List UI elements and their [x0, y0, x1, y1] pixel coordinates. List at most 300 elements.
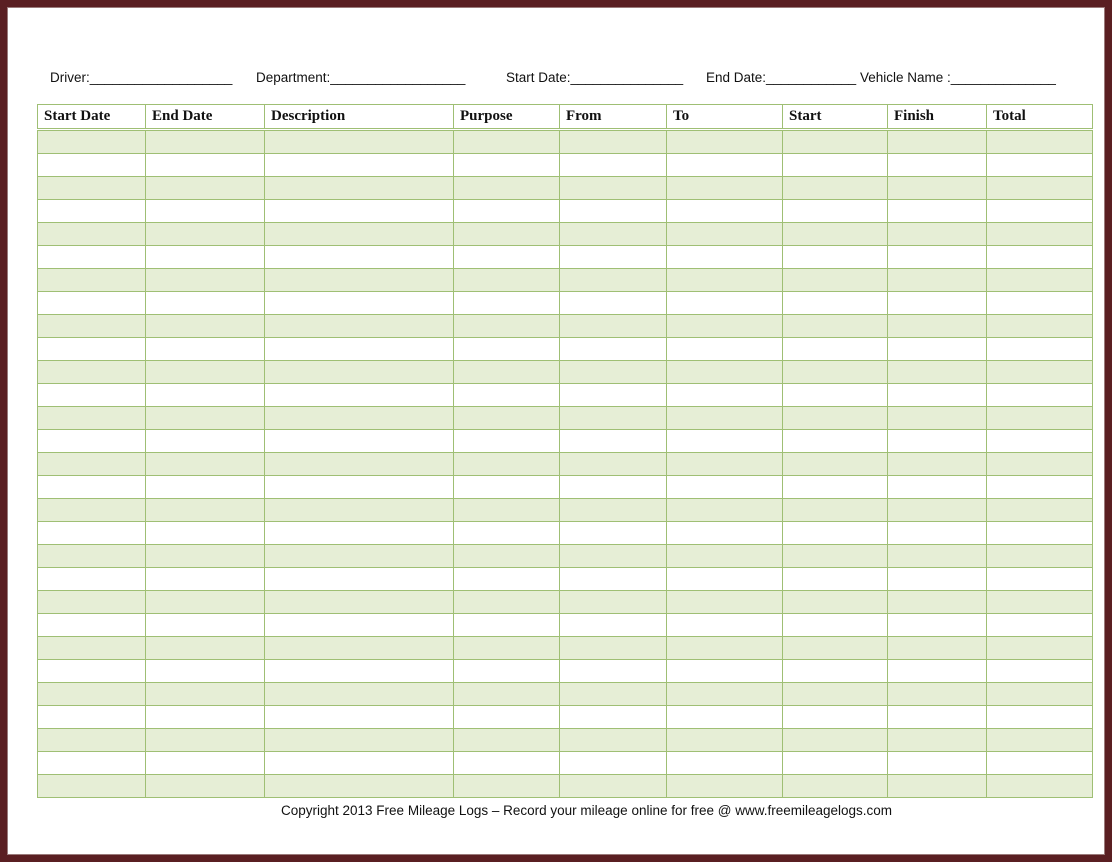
- table-cell[interactable]: [265, 775, 454, 798]
- table-cell[interactable]: [888, 130, 987, 154]
- table-cell[interactable]: [560, 223, 667, 246]
- table-cell[interactable]: [265, 637, 454, 660]
- table-cell[interactable]: [783, 545, 888, 568]
- table-cell[interactable]: [560, 637, 667, 660]
- table-cell[interactable]: [783, 476, 888, 499]
- table-cell[interactable]: [560, 614, 667, 637]
- table-cell[interactable]: [454, 522, 560, 545]
- table-cell[interactable]: [987, 545, 1093, 568]
- table-cell[interactable]: [987, 130, 1093, 154]
- table-cell[interactable]: [454, 130, 560, 154]
- table-cell[interactable]: [888, 476, 987, 499]
- table-cell[interactable]: [560, 476, 667, 499]
- table-cell[interactable]: [667, 430, 783, 453]
- table-cell[interactable]: [454, 476, 560, 499]
- table-cell[interactable]: [560, 269, 667, 292]
- table-cell[interactable]: [146, 522, 265, 545]
- table-cell[interactable]: [987, 499, 1093, 522]
- table-cell[interactable]: [783, 292, 888, 315]
- table-row: [38, 154, 1093, 177]
- table-row: [38, 361, 1093, 384]
- table-row: [38, 338, 1093, 361]
- table-cell[interactable]: [667, 338, 783, 361]
- col-header-start: Start: [783, 105, 888, 130]
- table-cell[interactable]: [265, 223, 454, 246]
- table-cell[interactable]: [146, 568, 265, 591]
- table-cell[interactable]: [987, 706, 1093, 729]
- table-cell[interactable]: [667, 476, 783, 499]
- table-cell[interactable]: [146, 430, 265, 453]
- table-cell[interactable]: [38, 522, 146, 545]
- table-cell[interactable]: [888, 522, 987, 545]
- driver-field[interactable]: Driver:___________________: [50, 70, 233, 85]
- table-cell[interactable]: [560, 430, 667, 453]
- table-cell[interactable]: [888, 154, 987, 177]
- table-cell[interactable]: [667, 453, 783, 476]
- table-cell[interactable]: [987, 407, 1093, 430]
- table-row: [38, 614, 1093, 637]
- table-cell[interactable]: [888, 384, 987, 407]
- table-cell[interactable]: [38, 499, 146, 522]
- table-cell[interactable]: [783, 338, 888, 361]
- table-cell[interactable]: [454, 775, 560, 798]
- table-cell[interactable]: [783, 177, 888, 200]
- table-cell[interactable]: [146, 453, 265, 476]
- table-cell[interactable]: [146, 361, 265, 384]
- table-cell[interactable]: [454, 683, 560, 706]
- table-cell[interactable]: [783, 591, 888, 614]
- table-cell[interactable]: [888, 430, 987, 453]
- table-cell[interactable]: [146, 246, 265, 269]
- table-cell[interactable]: [987, 338, 1093, 361]
- table-cell[interactable]: [987, 453, 1093, 476]
- table-cell[interactable]: [783, 407, 888, 430]
- table-cell[interactable]: [783, 706, 888, 729]
- table-cell[interactable]: [667, 637, 783, 660]
- table-cell[interactable]: [38, 430, 146, 453]
- table-cell[interactable]: [783, 775, 888, 798]
- table-cell[interactable]: [667, 177, 783, 200]
- table-row: [38, 269, 1093, 292]
- table-cell[interactable]: [667, 545, 783, 568]
- table-cell[interactable]: [146, 775, 265, 798]
- table-cell[interactable]: [454, 545, 560, 568]
- table-cell[interactable]: [987, 154, 1093, 177]
- table-cell[interactable]: [667, 522, 783, 545]
- table-cell[interactable]: [560, 200, 667, 223]
- table-row: [38, 683, 1093, 706]
- table-cell[interactable]: [38, 476, 146, 499]
- table-cell[interactable]: [667, 752, 783, 775]
- table-cell[interactable]: [454, 453, 560, 476]
- table-cell[interactable]: [560, 775, 667, 798]
- table-cell[interactable]: [667, 269, 783, 292]
- department-field[interactable]: Department:__________________: [256, 70, 466, 85]
- table-cell[interactable]: [667, 683, 783, 706]
- table-cell[interactable]: [560, 154, 667, 177]
- table-cell[interactable]: [146, 545, 265, 568]
- table-cell[interactable]: [146, 683, 265, 706]
- table-cell[interactable]: [146, 591, 265, 614]
- table-cell[interactable]: [265, 407, 454, 430]
- table-cell[interactable]: [987, 729, 1093, 752]
- table-cell[interactable]: [560, 453, 667, 476]
- table-cell[interactable]: [265, 177, 454, 200]
- start-date-field[interactable]: Start Date:_______________: [506, 70, 684, 85]
- table-cell[interactable]: [38, 568, 146, 591]
- end-date-field[interactable]: End Date:____________: [706, 70, 857, 85]
- table-cell[interactable]: [265, 522, 454, 545]
- table-cell[interactable]: [454, 223, 560, 246]
- table-cell[interactable]: [667, 660, 783, 683]
- table-cell[interactable]: [560, 338, 667, 361]
- table-cell[interactable]: [987, 683, 1093, 706]
- table-cell[interactable]: [987, 292, 1093, 315]
- table-cell[interactable]: [454, 499, 560, 522]
- table-cell[interactable]: [265, 591, 454, 614]
- table-cell[interactable]: [987, 614, 1093, 637]
- table-cell[interactable]: [146, 637, 265, 660]
- table-cell[interactable]: [454, 706, 560, 729]
- table-cell[interactable]: [265, 729, 454, 752]
- table-row: [38, 200, 1093, 223]
- col-header-start-date: Start Date: [38, 105, 146, 130]
- table-cell[interactable]: [888, 706, 987, 729]
- table-cell[interactable]: [667, 499, 783, 522]
- table-cell[interactable]: [38, 315, 146, 338]
- copyright-footer: Copyright 2013 Free Mileage Logs – Record your mileage online for free @ www.freemileagelogs.com: [281, 803, 893, 818]
- table-cell[interactable]: [38, 729, 146, 752]
- table-cell[interactable]: [560, 545, 667, 568]
- table-cell[interactable]: [783, 752, 888, 775]
- table-cell[interactable]: [265, 430, 454, 453]
- table-cell[interactable]: [454, 407, 560, 430]
- table-cell[interactable]: [667, 591, 783, 614]
- table-cell[interactable]: [888, 200, 987, 223]
- table-row: [38, 453, 1093, 476]
- table-row: [38, 292, 1093, 315]
- table-cell[interactable]: [667, 200, 783, 223]
- table-row: [38, 315, 1093, 338]
- table-cell[interactable]: [560, 752, 667, 775]
- table-cell[interactable]: [783, 614, 888, 637]
- table-cell[interactable]: [265, 499, 454, 522]
- table-cell[interactable]: [265, 338, 454, 361]
- table-cell[interactable]: [667, 154, 783, 177]
- table-cell[interactable]: [888, 614, 987, 637]
- table-cell[interactable]: [888, 660, 987, 683]
- table-cell[interactable]: [888, 683, 987, 706]
- table-cell[interactable]: [265, 706, 454, 729]
- table-cell[interactable]: [783, 269, 888, 292]
- table-cell[interactable]: [560, 361, 667, 384]
- table-cell[interactable]: [560, 591, 667, 614]
- table-cell[interactable]: [38, 407, 146, 430]
- table-cell[interactable]: [888, 177, 987, 200]
- table-cell[interactable]: [560, 706, 667, 729]
- vehicle-name-field[interactable]: Vehicle Name :______________: [860, 70, 1056, 85]
- table-cell[interactable]: [667, 361, 783, 384]
- table-cell[interactable]: [454, 154, 560, 177]
- table-cell[interactable]: [265, 660, 454, 683]
- table-row: [38, 637, 1093, 660]
- table-cell[interactable]: [560, 729, 667, 752]
- table-cell[interactable]: [888, 292, 987, 315]
- table-cell[interactable]: [667, 614, 783, 637]
- table-cell[interactable]: [146, 407, 265, 430]
- table-row: [38, 591, 1093, 614]
- table-cell[interactable]: [783, 361, 888, 384]
- table-cell[interactable]: [38, 614, 146, 637]
- table-row: [38, 177, 1093, 200]
- table-cell[interactable]: [38, 683, 146, 706]
- table-cell[interactable]: [987, 752, 1093, 775]
- table-cell[interactable]: [146, 223, 265, 246]
- table-cell[interactable]: [146, 154, 265, 177]
- table-cell[interactable]: [265, 545, 454, 568]
- table-cell[interactable]: [667, 568, 783, 591]
- table-cell[interactable]: [888, 752, 987, 775]
- table-cell[interactable]: [560, 522, 667, 545]
- table-cell[interactable]: [454, 729, 560, 752]
- table-cell[interactable]: [146, 384, 265, 407]
- table-cell[interactable]: [667, 223, 783, 246]
- table-cell[interactable]: [265, 752, 454, 775]
- table-body: [38, 130, 1093, 798]
- table-cell[interactable]: [265, 200, 454, 223]
- table-cell[interactable]: [265, 384, 454, 407]
- table-cell[interactable]: [783, 430, 888, 453]
- table-cell[interactable]: [888, 223, 987, 246]
- table-cell[interactable]: [454, 269, 560, 292]
- table-cell[interactable]: [783, 637, 888, 660]
- table-cell[interactable]: [987, 775, 1093, 798]
- table-cell[interactable]: [987, 361, 1093, 384]
- table-cell[interactable]: [454, 338, 560, 361]
- table-cell[interactable]: [888, 499, 987, 522]
- table-row: [38, 384, 1093, 407]
- table-cell[interactable]: [454, 177, 560, 200]
- table-row: [38, 476, 1093, 499]
- table-cell[interactable]: [38, 660, 146, 683]
- table-cell[interactable]: [987, 476, 1093, 499]
- table-cell[interactable]: [783, 453, 888, 476]
- table-cell[interactable]: [987, 269, 1093, 292]
- table-cell[interactable]: [146, 660, 265, 683]
- table-cell[interactable]: [265, 361, 454, 384]
- table-cell[interactable]: [38, 154, 146, 177]
- table-cell[interactable]: [454, 660, 560, 683]
- table-cell[interactable]: [38, 591, 146, 614]
- table-cell[interactable]: [38, 269, 146, 292]
- table-cell[interactable]: [560, 407, 667, 430]
- table-cell[interactable]: [454, 292, 560, 315]
- table-cell[interactable]: [454, 200, 560, 223]
- table-cell[interactable]: [146, 292, 265, 315]
- table-cell[interactable]: [265, 269, 454, 292]
- table-cell[interactable]: [987, 177, 1093, 200]
- table-cell[interactable]: [38, 637, 146, 660]
- table-cell[interactable]: [265, 130, 454, 154]
- table-cell[interactable]: [146, 200, 265, 223]
- table-cell[interactable]: [454, 361, 560, 384]
- table-cell[interactable]: [783, 683, 888, 706]
- table-cell[interactable]: [146, 315, 265, 338]
- table-cell[interactable]: [987, 568, 1093, 591]
- table-cell[interactable]: [987, 591, 1093, 614]
- table-row: [38, 130, 1093, 154]
- table-cell[interactable]: [38, 361, 146, 384]
- table-cell[interactable]: [265, 315, 454, 338]
- table-cell[interactable]: [560, 246, 667, 269]
- table-cell[interactable]: [38, 223, 146, 246]
- table-cell[interactable]: [888, 269, 987, 292]
- table-cell[interactable]: [783, 130, 888, 154]
- table-cell[interactable]: [265, 154, 454, 177]
- table-cell[interactable]: [265, 614, 454, 637]
- table-cell[interactable]: [38, 775, 146, 798]
- table-cell[interactable]: [987, 660, 1093, 683]
- table-cell[interactable]: [454, 614, 560, 637]
- table-cell[interactable]: [888, 591, 987, 614]
- table-cell[interactable]: [38, 545, 146, 568]
- table-cell[interactable]: [783, 568, 888, 591]
- table-cell[interactable]: [454, 591, 560, 614]
- table-cell[interactable]: [888, 568, 987, 591]
- table-cell[interactable]: [38, 246, 146, 269]
- table-cell[interactable]: [888, 361, 987, 384]
- table-cell[interactable]: [667, 130, 783, 154]
- table-cell[interactable]: [146, 130, 265, 154]
- col-header-description: Description: [265, 105, 454, 130]
- table-cell[interactable]: [146, 706, 265, 729]
- table-cell[interactable]: [560, 660, 667, 683]
- table-cell[interactable]: [783, 499, 888, 522]
- table-cell[interactable]: [667, 775, 783, 798]
- table-cell[interactable]: [783, 315, 888, 338]
- table-cell[interactable]: [38, 752, 146, 775]
- col-header-to: To: [667, 105, 783, 130]
- mileage-log-table: [37, 104, 1093, 798]
- table-cell[interactable]: [38, 130, 146, 154]
- table-cell[interactable]: [783, 200, 888, 223]
- table-cell[interactable]: [146, 476, 265, 499]
- table-cell[interactable]: [38, 177, 146, 200]
- table-cell[interactable]: [987, 223, 1093, 246]
- table-cell[interactable]: [560, 292, 667, 315]
- table-cell[interactable]: [38, 338, 146, 361]
- table-cell[interactable]: [560, 384, 667, 407]
- table-cell[interactable]: [454, 384, 560, 407]
- table-cell[interactable]: [454, 315, 560, 338]
- table-cell[interactable]: [146, 752, 265, 775]
- table-cell[interactable]: [454, 246, 560, 269]
- col-header-purpose: Purpose: [454, 105, 560, 130]
- table-cell[interactable]: [38, 453, 146, 476]
- table-cell[interactable]: [888, 338, 987, 361]
- table-cell[interactable]: [888, 637, 987, 660]
- table-row: [38, 407, 1093, 430]
- table-cell[interactable]: [783, 223, 888, 246]
- table-cell[interactable]: [38, 384, 146, 407]
- table-cell[interactable]: [454, 637, 560, 660]
- table-cell[interactable]: [146, 499, 265, 522]
- table-cell[interactable]: [560, 568, 667, 591]
- table-cell[interactable]: [265, 568, 454, 591]
- table-row: [38, 660, 1093, 683]
- table-cell[interactable]: [146, 729, 265, 752]
- table-cell[interactable]: [265, 476, 454, 499]
- table-cell[interactable]: [987, 315, 1093, 338]
- table-cell[interactable]: [560, 683, 667, 706]
- table-cell[interactable]: [265, 246, 454, 269]
- table-cell[interactable]: [146, 338, 265, 361]
- col-header-total: Total: [987, 105, 1093, 130]
- table-cell[interactable]: [888, 453, 987, 476]
- table-cell[interactable]: [560, 315, 667, 338]
- table-cell[interactable]: [667, 292, 783, 315]
- table-cell[interactable]: [888, 775, 987, 798]
- table-cell[interactable]: [265, 683, 454, 706]
- table-cell[interactable]: [560, 130, 667, 154]
- table-cell[interactable]: [560, 499, 667, 522]
- table-cell[interactable]: [987, 522, 1093, 545]
- table-cell[interactable]: [783, 154, 888, 177]
- col-header-end-date: End Date: [146, 105, 265, 130]
- table-cell[interactable]: [454, 752, 560, 775]
- table-cell[interactable]: [888, 407, 987, 430]
- header-fields: [0, 70, 1112, 88]
- table-cell[interactable]: [888, 315, 987, 338]
- table-cell[interactable]: [783, 246, 888, 269]
- table-cell[interactable]: [560, 177, 667, 200]
- table-cell[interactable]: [783, 729, 888, 752]
- table-cell[interactable]: [667, 384, 783, 407]
- table-cell[interactable]: [38, 292, 146, 315]
- table-cell[interactable]: [265, 453, 454, 476]
- table-cell[interactable]: [146, 614, 265, 637]
- table-cell[interactable]: [888, 246, 987, 269]
- table-cell[interactable]: [888, 729, 987, 752]
- table-cell[interactable]: [987, 246, 1093, 269]
- table-cell[interactable]: [38, 706, 146, 729]
- table-cell[interactable]: [667, 729, 783, 752]
- table-cell[interactable]: [265, 292, 454, 315]
- table-row: [38, 729, 1093, 752]
- table-cell[interactable]: [783, 384, 888, 407]
- table-cell[interactable]: [454, 430, 560, 453]
- table-cell[interactable]: [38, 200, 146, 223]
- table-cell[interactable]: [987, 430, 1093, 453]
- table-cell[interactable]: [987, 384, 1093, 407]
- table-row: [38, 246, 1093, 269]
- table-cell[interactable]: [667, 706, 783, 729]
- table-cell[interactable]: [146, 269, 265, 292]
- table-header-row: [38, 105, 1093, 130]
- table-cell[interactable]: [667, 246, 783, 269]
- col-header-from: From: [560, 105, 667, 130]
- table-cell[interactable]: [783, 660, 888, 683]
- table-cell[interactable]: [667, 315, 783, 338]
- table-cell[interactable]: [783, 522, 888, 545]
- table-cell[interactable]: [987, 200, 1093, 223]
- table-cell[interactable]: [454, 568, 560, 591]
- table-cell[interactable]: [146, 177, 265, 200]
- table-cell[interactable]: [888, 545, 987, 568]
- table-cell[interactable]: [667, 407, 783, 430]
- table-row: [38, 706, 1093, 729]
- table-cell[interactable]: [987, 637, 1093, 660]
